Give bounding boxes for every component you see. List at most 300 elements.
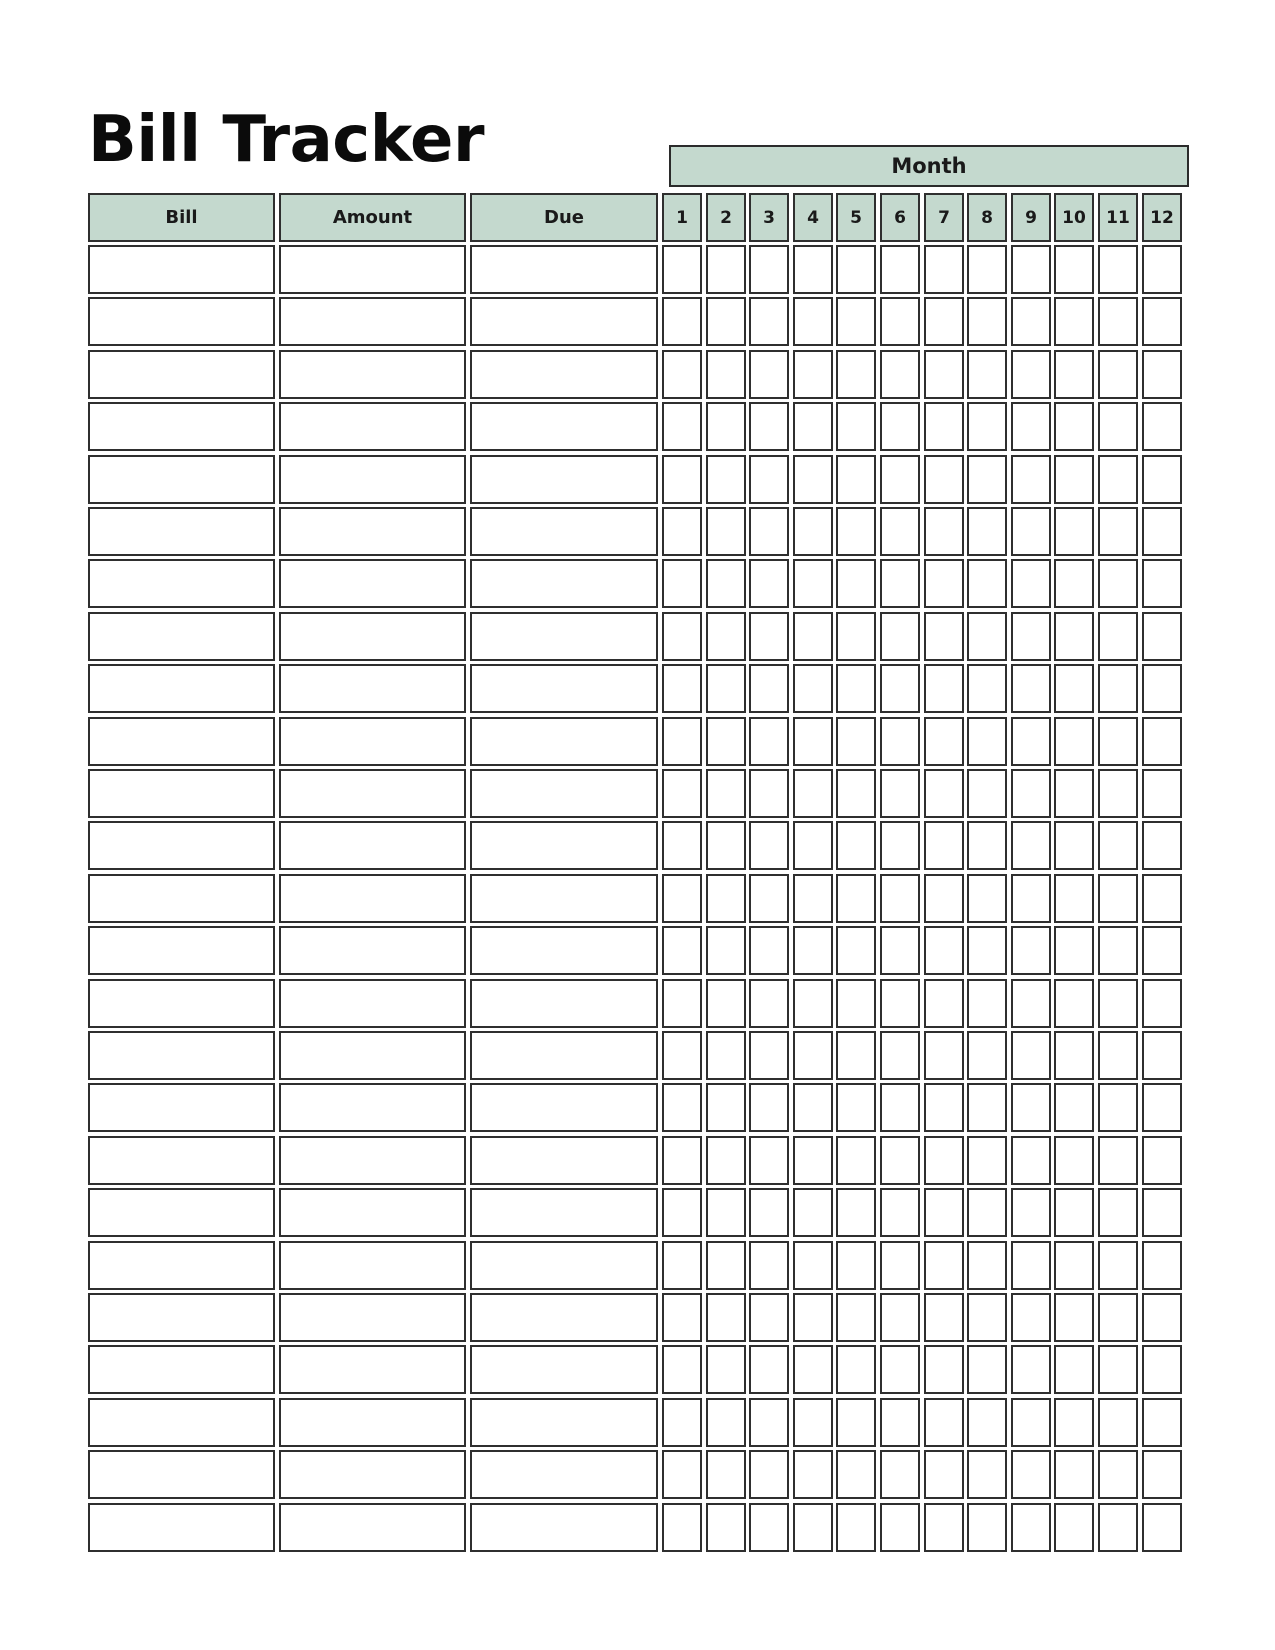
month-checkbox-cell[interactable] [1011, 717, 1051, 766]
month-checkbox-cell[interactable] [706, 612, 746, 661]
month-checkbox-cell[interactable] [793, 1136, 833, 1185]
month-checkbox-cell[interactable] [662, 1398, 702, 1447]
month-checkbox-cell[interactable] [880, 455, 920, 504]
month-checkbox-cell[interactable] [793, 1241, 833, 1290]
month-checkbox-cell[interactable] [793, 1031, 833, 1080]
month-checkbox-cell[interactable] [749, 1083, 789, 1132]
month-checkbox-cell[interactable] [706, 769, 746, 818]
month-checkbox-cell[interactable] [967, 402, 1007, 451]
month-checkbox-cell[interactable] [749, 455, 789, 504]
bill-cell[interactable] [88, 874, 275, 923]
bill-cell[interactable] [88, 664, 275, 713]
month-checkbox-cell[interactable] [924, 1188, 964, 1237]
amount-cell[interactable] [279, 350, 466, 399]
month-checkbox-cell[interactable] [967, 664, 1007, 713]
month-checkbox-cell[interactable] [880, 1450, 920, 1499]
month-checkbox-cell[interactable] [662, 1188, 702, 1237]
month-checkbox-cell[interactable] [662, 245, 702, 294]
month-checkbox-cell[interactable] [967, 1188, 1007, 1237]
month-checkbox-cell[interactable] [793, 717, 833, 766]
month-checkbox-cell[interactable] [793, 507, 833, 556]
month-checkbox-cell[interactable] [793, 1503, 833, 1552]
month-checkbox-cell[interactable] [924, 559, 964, 608]
month-checkbox-cell[interactable] [924, 507, 964, 556]
month-checkbox-cell[interactable] [836, 717, 876, 766]
bill-cell[interactable] [88, 1398, 275, 1447]
bill-cell[interactable] [88, 559, 275, 608]
month-checkbox-cell[interactable] [1098, 402, 1138, 451]
month-checkbox-cell[interactable] [880, 297, 920, 346]
month-checkbox-cell[interactable] [836, 1136, 876, 1185]
bill-cell[interactable] [88, 821, 275, 870]
month-checkbox-cell[interactable] [1098, 717, 1138, 766]
month-checkbox-cell[interactable] [880, 1241, 920, 1290]
month-checkbox-cell[interactable] [749, 821, 789, 870]
bill-cell[interactable] [88, 1345, 275, 1394]
month-checkbox-cell[interactable] [924, 1345, 964, 1394]
bill-cell[interactable] [88, 1136, 275, 1185]
month-checkbox-cell[interactable] [749, 1345, 789, 1394]
month-checkbox-cell[interactable] [880, 1136, 920, 1185]
bill-cell[interactable] [88, 1503, 275, 1552]
month-checkbox-cell[interactable] [1011, 350, 1051, 399]
month-checkbox-cell[interactable] [836, 507, 876, 556]
due-cell[interactable] [470, 1450, 658, 1499]
month-checkbox-cell[interactable] [1098, 245, 1138, 294]
month-checkbox-cell[interactable] [749, 297, 789, 346]
month-checkbox-cell[interactable] [1098, 769, 1138, 818]
month-checkbox-cell[interactable] [967, 1450, 1007, 1499]
month-checkbox-cell[interactable] [880, 245, 920, 294]
due-cell[interactable] [470, 350, 658, 399]
month-checkbox-cell[interactable] [1098, 350, 1138, 399]
bill-cell[interactable] [88, 1241, 275, 1290]
month-checkbox-cell[interactable] [924, 350, 964, 399]
month-checkbox-cell[interactable] [706, 1136, 746, 1185]
month-checkbox-cell[interactable] [880, 769, 920, 818]
amount-cell[interactable] [279, 1188, 466, 1237]
month-checkbox-cell[interactable] [924, 926, 964, 975]
month-checkbox-cell[interactable] [836, 559, 876, 608]
month-checkbox-cell[interactable] [1054, 402, 1094, 451]
month-checkbox-cell[interactable] [662, 1031, 702, 1080]
bill-cell[interactable] [88, 979, 275, 1028]
month-checkbox-cell[interactable] [967, 1241, 1007, 1290]
amount-cell[interactable] [279, 1031, 466, 1080]
month-checkbox-cell[interactable] [1054, 821, 1094, 870]
month-checkbox-cell[interactable] [749, 1293, 789, 1342]
month-checkbox-cell[interactable] [662, 1136, 702, 1185]
month-checkbox-cell[interactable] [793, 979, 833, 1028]
amount-cell[interactable] [279, 769, 466, 818]
due-cell[interactable] [470, 402, 658, 451]
month-checkbox-cell[interactable] [793, 559, 833, 608]
month-checkbox-cell[interactable] [1098, 1083, 1138, 1132]
month-checkbox-cell[interactable] [836, 1188, 876, 1237]
month-checkbox-cell[interactable] [1098, 612, 1138, 661]
month-checkbox-cell[interactable] [662, 612, 702, 661]
month-checkbox-cell[interactable] [1011, 402, 1051, 451]
month-checkbox-cell[interactable] [706, 455, 746, 504]
month-checkbox-cell[interactable] [967, 1503, 1007, 1552]
month-checkbox-cell[interactable] [836, 350, 876, 399]
month-checkbox-cell[interactable] [880, 821, 920, 870]
month-checkbox-cell[interactable] [836, 1031, 876, 1080]
month-checkbox-cell[interactable] [1054, 926, 1094, 975]
month-checkbox-cell[interactable] [749, 1031, 789, 1080]
month-checkbox-cell[interactable] [880, 1083, 920, 1132]
month-checkbox-cell[interactable] [1098, 821, 1138, 870]
month-checkbox-cell[interactable] [836, 297, 876, 346]
month-checkbox-cell[interactable] [706, 717, 746, 766]
month-checkbox-cell[interactable] [924, 297, 964, 346]
due-cell[interactable] [470, 297, 658, 346]
month-checkbox-cell[interactable] [1098, 1241, 1138, 1290]
month-checkbox-cell[interactable] [1098, 874, 1138, 923]
bill-cell[interactable] [88, 455, 275, 504]
month-checkbox-cell[interactable] [1054, 297, 1094, 346]
month-checkbox-cell[interactable] [1142, 507, 1182, 556]
month-checkbox-cell[interactable] [880, 1188, 920, 1237]
month-checkbox-cell[interactable] [924, 1503, 964, 1552]
month-checkbox-cell[interactable] [924, 769, 964, 818]
month-checkbox-cell[interactable] [967, 612, 1007, 661]
month-checkbox-cell[interactable] [880, 717, 920, 766]
due-cell[interactable] [470, 874, 658, 923]
bill-cell[interactable] [88, 1031, 275, 1080]
month-checkbox-cell[interactable] [967, 1398, 1007, 1447]
month-checkbox-cell[interactable] [924, 664, 964, 713]
month-checkbox-cell[interactable] [1098, 1136, 1138, 1185]
amount-cell[interactable] [279, 926, 466, 975]
month-checkbox-cell[interactable] [836, 874, 876, 923]
month-checkbox-cell[interactable] [1011, 1031, 1051, 1080]
month-checkbox-cell[interactable] [1142, 402, 1182, 451]
month-checkbox-cell[interactable] [1054, 769, 1094, 818]
month-checkbox-cell[interactable] [967, 245, 1007, 294]
month-checkbox-cell[interactable] [1054, 455, 1094, 504]
month-checkbox-cell[interactable] [836, 1398, 876, 1447]
month-checkbox-cell[interactable] [924, 1083, 964, 1132]
month-checkbox-cell[interactable] [706, 350, 746, 399]
month-checkbox-cell[interactable] [880, 402, 920, 451]
month-checkbox-cell[interactable] [1098, 979, 1138, 1028]
month-checkbox-cell[interactable] [836, 1083, 876, 1132]
month-checkbox-cell[interactable] [1142, 979, 1182, 1028]
amount-cell[interactable] [279, 455, 466, 504]
month-checkbox-cell[interactable] [793, 821, 833, 870]
month-checkbox-cell[interactable] [836, 926, 876, 975]
amount-cell[interactable] [279, 821, 466, 870]
month-checkbox-cell[interactable] [662, 1450, 702, 1499]
month-checkbox-cell[interactable] [749, 350, 789, 399]
month-checkbox-cell[interactable] [662, 297, 702, 346]
month-checkbox-cell[interactable] [662, 1293, 702, 1342]
month-checkbox-cell[interactable] [793, 612, 833, 661]
month-checkbox-cell[interactable] [1098, 1188, 1138, 1237]
month-checkbox-cell[interactable] [967, 1345, 1007, 1394]
month-checkbox-cell[interactable] [793, 874, 833, 923]
due-cell[interactable] [470, 1188, 658, 1237]
month-checkbox-cell[interactable] [1011, 1503, 1051, 1552]
amount-cell[interactable] [279, 979, 466, 1028]
month-checkbox-cell[interactable] [749, 559, 789, 608]
month-checkbox-cell[interactable] [1142, 1398, 1182, 1447]
month-checkbox-cell[interactable] [1098, 1031, 1138, 1080]
month-checkbox-cell[interactable] [706, 1293, 746, 1342]
amount-cell[interactable] [279, 297, 466, 346]
month-checkbox-cell[interactable] [924, 612, 964, 661]
month-checkbox-cell[interactable] [1054, 664, 1094, 713]
month-checkbox-cell[interactable] [706, 1503, 746, 1552]
due-cell[interactable] [470, 1083, 658, 1132]
month-checkbox-cell[interactable] [1142, 1345, 1182, 1394]
month-checkbox-cell[interactable] [793, 1293, 833, 1342]
month-checkbox-cell[interactable] [1011, 1345, 1051, 1394]
month-checkbox-cell[interactable] [836, 245, 876, 294]
due-cell[interactable] [470, 717, 658, 766]
month-checkbox-cell[interactable] [836, 455, 876, 504]
month-checkbox-cell[interactable] [1054, 1503, 1094, 1552]
amount-cell[interactable] [279, 402, 466, 451]
month-checkbox-cell[interactable] [880, 1031, 920, 1080]
month-checkbox-cell[interactable] [1011, 1398, 1051, 1447]
month-checkbox-cell[interactable] [1098, 1503, 1138, 1552]
bill-cell[interactable] [88, 769, 275, 818]
month-checkbox-cell[interactable] [1054, 1345, 1094, 1394]
month-checkbox-cell[interactable] [967, 926, 1007, 975]
month-checkbox-cell[interactable] [967, 350, 1007, 399]
bill-cell[interactable] [88, 1188, 275, 1237]
due-cell[interactable] [470, 926, 658, 975]
month-checkbox-cell[interactable] [1142, 1136, 1182, 1185]
month-checkbox-cell[interactable] [749, 1450, 789, 1499]
bill-cell[interactable] [88, 245, 275, 294]
due-cell[interactable] [470, 612, 658, 661]
month-checkbox-cell[interactable] [924, 455, 964, 504]
month-checkbox-cell[interactable] [880, 1345, 920, 1394]
month-checkbox-cell[interactable] [749, 612, 789, 661]
month-checkbox-cell[interactable] [967, 1083, 1007, 1132]
month-checkbox-cell[interactable] [880, 350, 920, 399]
due-cell[interactable] [470, 245, 658, 294]
month-checkbox-cell[interactable] [662, 1503, 702, 1552]
month-checkbox-cell[interactable] [880, 1503, 920, 1552]
month-checkbox-cell[interactable] [967, 874, 1007, 923]
month-checkbox-cell[interactable] [924, 979, 964, 1028]
amount-cell[interactable] [279, 664, 466, 713]
month-checkbox-cell[interactable] [706, 297, 746, 346]
month-checkbox-cell[interactable] [1054, 1293, 1094, 1342]
due-cell[interactable] [470, 1293, 658, 1342]
bill-cell[interactable] [88, 402, 275, 451]
month-checkbox-cell[interactable] [1054, 1083, 1094, 1132]
amount-cell[interactable] [279, 507, 466, 556]
month-checkbox-cell[interactable] [836, 1450, 876, 1499]
bill-cell[interactable] [88, 1083, 275, 1132]
month-checkbox-cell[interactable] [924, 1136, 964, 1185]
month-checkbox-cell[interactable] [836, 402, 876, 451]
month-checkbox-cell[interactable] [662, 874, 702, 923]
month-checkbox-cell[interactable] [1054, 1398, 1094, 1447]
due-cell[interactable] [470, 664, 658, 713]
month-checkbox-cell[interactable] [1098, 455, 1138, 504]
due-cell[interactable] [470, 1503, 658, 1552]
month-checkbox-cell[interactable] [662, 926, 702, 975]
month-checkbox-cell[interactable] [749, 1503, 789, 1552]
month-checkbox-cell[interactable] [880, 559, 920, 608]
month-checkbox-cell[interactable] [749, 1136, 789, 1185]
month-checkbox-cell[interactable] [662, 559, 702, 608]
month-checkbox-cell[interactable] [967, 717, 1007, 766]
month-checkbox-cell[interactable] [1054, 1450, 1094, 1499]
month-checkbox-cell[interactable] [706, 1188, 746, 1237]
month-checkbox-cell[interactable] [924, 1031, 964, 1080]
month-checkbox-cell[interactable] [967, 769, 1007, 818]
month-checkbox-cell[interactable] [1011, 297, 1051, 346]
month-checkbox-cell[interactable] [967, 507, 1007, 556]
month-checkbox-cell[interactable] [1142, 1241, 1182, 1290]
amount-cell[interactable] [279, 1241, 466, 1290]
month-checkbox-cell[interactable] [880, 612, 920, 661]
month-checkbox-cell[interactable] [924, 1293, 964, 1342]
month-checkbox-cell[interactable] [662, 1083, 702, 1132]
month-checkbox-cell[interactable] [793, 1345, 833, 1394]
month-checkbox-cell[interactable] [880, 507, 920, 556]
month-checkbox-cell[interactable] [880, 874, 920, 923]
month-checkbox-cell[interactable] [1011, 664, 1051, 713]
month-checkbox-cell[interactable] [1054, 1031, 1094, 1080]
month-checkbox-cell[interactable] [1011, 979, 1051, 1028]
amount-cell[interactable] [279, 559, 466, 608]
month-checkbox-cell[interactable] [1142, 1293, 1182, 1342]
month-checkbox-cell[interactable] [1054, 559, 1094, 608]
month-checkbox-cell[interactable] [880, 1293, 920, 1342]
month-checkbox-cell[interactable] [749, 874, 789, 923]
bill-cell[interactable] [88, 612, 275, 661]
month-checkbox-cell[interactable] [1142, 455, 1182, 504]
due-cell[interactable] [470, 1398, 658, 1447]
month-checkbox-cell[interactable] [706, 559, 746, 608]
month-checkbox-cell[interactable] [662, 507, 702, 556]
amount-cell[interactable] [279, 717, 466, 766]
month-checkbox-cell[interactable] [1142, 1188, 1182, 1237]
month-checkbox-cell[interactable] [749, 926, 789, 975]
month-checkbox-cell[interactable] [706, 1031, 746, 1080]
month-checkbox-cell[interactable] [749, 664, 789, 713]
month-checkbox-cell[interactable] [924, 821, 964, 870]
month-checkbox-cell[interactable] [967, 821, 1007, 870]
month-checkbox-cell[interactable] [662, 717, 702, 766]
month-checkbox-cell[interactable] [1142, 297, 1182, 346]
month-checkbox-cell[interactable] [1142, 245, 1182, 294]
bill-cell[interactable] [88, 1450, 275, 1499]
month-checkbox-cell[interactable] [836, 664, 876, 713]
month-checkbox-cell[interactable] [706, 979, 746, 1028]
month-checkbox-cell[interactable] [924, 245, 964, 294]
month-checkbox-cell[interactable] [706, 821, 746, 870]
month-checkbox-cell[interactable] [749, 717, 789, 766]
month-checkbox-cell[interactable] [1142, 350, 1182, 399]
month-checkbox-cell[interactable] [1054, 245, 1094, 294]
month-checkbox-cell[interactable] [924, 717, 964, 766]
month-checkbox-cell[interactable] [967, 979, 1007, 1028]
month-checkbox-cell[interactable] [1142, 769, 1182, 818]
month-checkbox-cell[interactable] [1142, 926, 1182, 975]
month-checkbox-cell[interactable] [1142, 612, 1182, 661]
month-checkbox-cell[interactable] [967, 455, 1007, 504]
month-checkbox-cell[interactable] [749, 1241, 789, 1290]
month-checkbox-cell[interactable] [1011, 1083, 1051, 1132]
month-checkbox-cell[interactable] [793, 1083, 833, 1132]
month-checkbox-cell[interactable] [1142, 1503, 1182, 1552]
month-checkbox-cell[interactable] [967, 1293, 1007, 1342]
month-checkbox-cell[interactable] [662, 402, 702, 451]
month-checkbox-cell[interactable] [1142, 1031, 1182, 1080]
month-checkbox-cell[interactable] [662, 1241, 702, 1290]
month-checkbox-cell[interactable] [1054, 1136, 1094, 1185]
month-checkbox-cell[interactable] [1011, 507, 1051, 556]
month-checkbox-cell[interactable] [1011, 926, 1051, 975]
month-checkbox-cell[interactable] [662, 664, 702, 713]
month-checkbox-cell[interactable] [880, 664, 920, 713]
month-checkbox-cell[interactable] [706, 1345, 746, 1394]
amount-cell[interactable] [279, 1083, 466, 1132]
month-checkbox-cell[interactable] [836, 979, 876, 1028]
month-checkbox-cell[interactable] [662, 1345, 702, 1394]
month-checkbox-cell[interactable] [1054, 1241, 1094, 1290]
month-checkbox-cell[interactable] [1142, 821, 1182, 870]
amount-cell[interactable] [279, 1398, 466, 1447]
month-checkbox-cell[interactable] [924, 1241, 964, 1290]
month-checkbox-cell[interactable] [662, 769, 702, 818]
month-checkbox-cell[interactable] [1098, 1450, 1138, 1499]
month-checkbox-cell[interactable] [749, 769, 789, 818]
month-checkbox-cell[interactable] [793, 1398, 833, 1447]
month-checkbox-cell[interactable] [706, 926, 746, 975]
month-checkbox-cell[interactable] [1142, 1450, 1182, 1499]
month-checkbox-cell[interactable] [793, 664, 833, 713]
month-checkbox-cell[interactable] [1054, 1188, 1094, 1237]
month-checkbox-cell[interactable] [880, 979, 920, 1028]
month-checkbox-cell[interactable] [1142, 664, 1182, 713]
month-checkbox-cell[interactable] [1011, 1241, 1051, 1290]
due-cell[interactable] [470, 1031, 658, 1080]
month-checkbox-cell[interactable] [924, 1450, 964, 1499]
amount-cell[interactable] [279, 245, 466, 294]
month-checkbox-cell[interactable] [793, 297, 833, 346]
month-checkbox-cell[interactable] [1098, 1345, 1138, 1394]
month-checkbox-cell[interactable] [1098, 297, 1138, 346]
month-checkbox-cell[interactable] [836, 821, 876, 870]
month-checkbox-cell[interactable] [1011, 1188, 1051, 1237]
due-cell[interactable] [470, 979, 658, 1028]
month-checkbox-cell[interactable] [967, 1136, 1007, 1185]
month-checkbox-cell[interactable] [1011, 1450, 1051, 1499]
month-checkbox-cell[interactable] [1098, 507, 1138, 556]
month-checkbox-cell[interactable] [749, 507, 789, 556]
amount-cell[interactable] [279, 612, 466, 661]
month-checkbox-cell[interactable] [1054, 612, 1094, 661]
month-checkbox-cell[interactable] [1054, 717, 1094, 766]
month-checkbox-cell[interactable] [836, 769, 876, 818]
bill-cell[interactable] [88, 507, 275, 556]
month-checkbox-cell[interactable] [1054, 350, 1094, 399]
month-checkbox-cell[interactable] [793, 1188, 833, 1237]
month-checkbox-cell[interactable] [1011, 821, 1051, 870]
month-checkbox-cell[interactable] [1142, 559, 1182, 608]
month-checkbox-cell[interactable] [1054, 874, 1094, 923]
